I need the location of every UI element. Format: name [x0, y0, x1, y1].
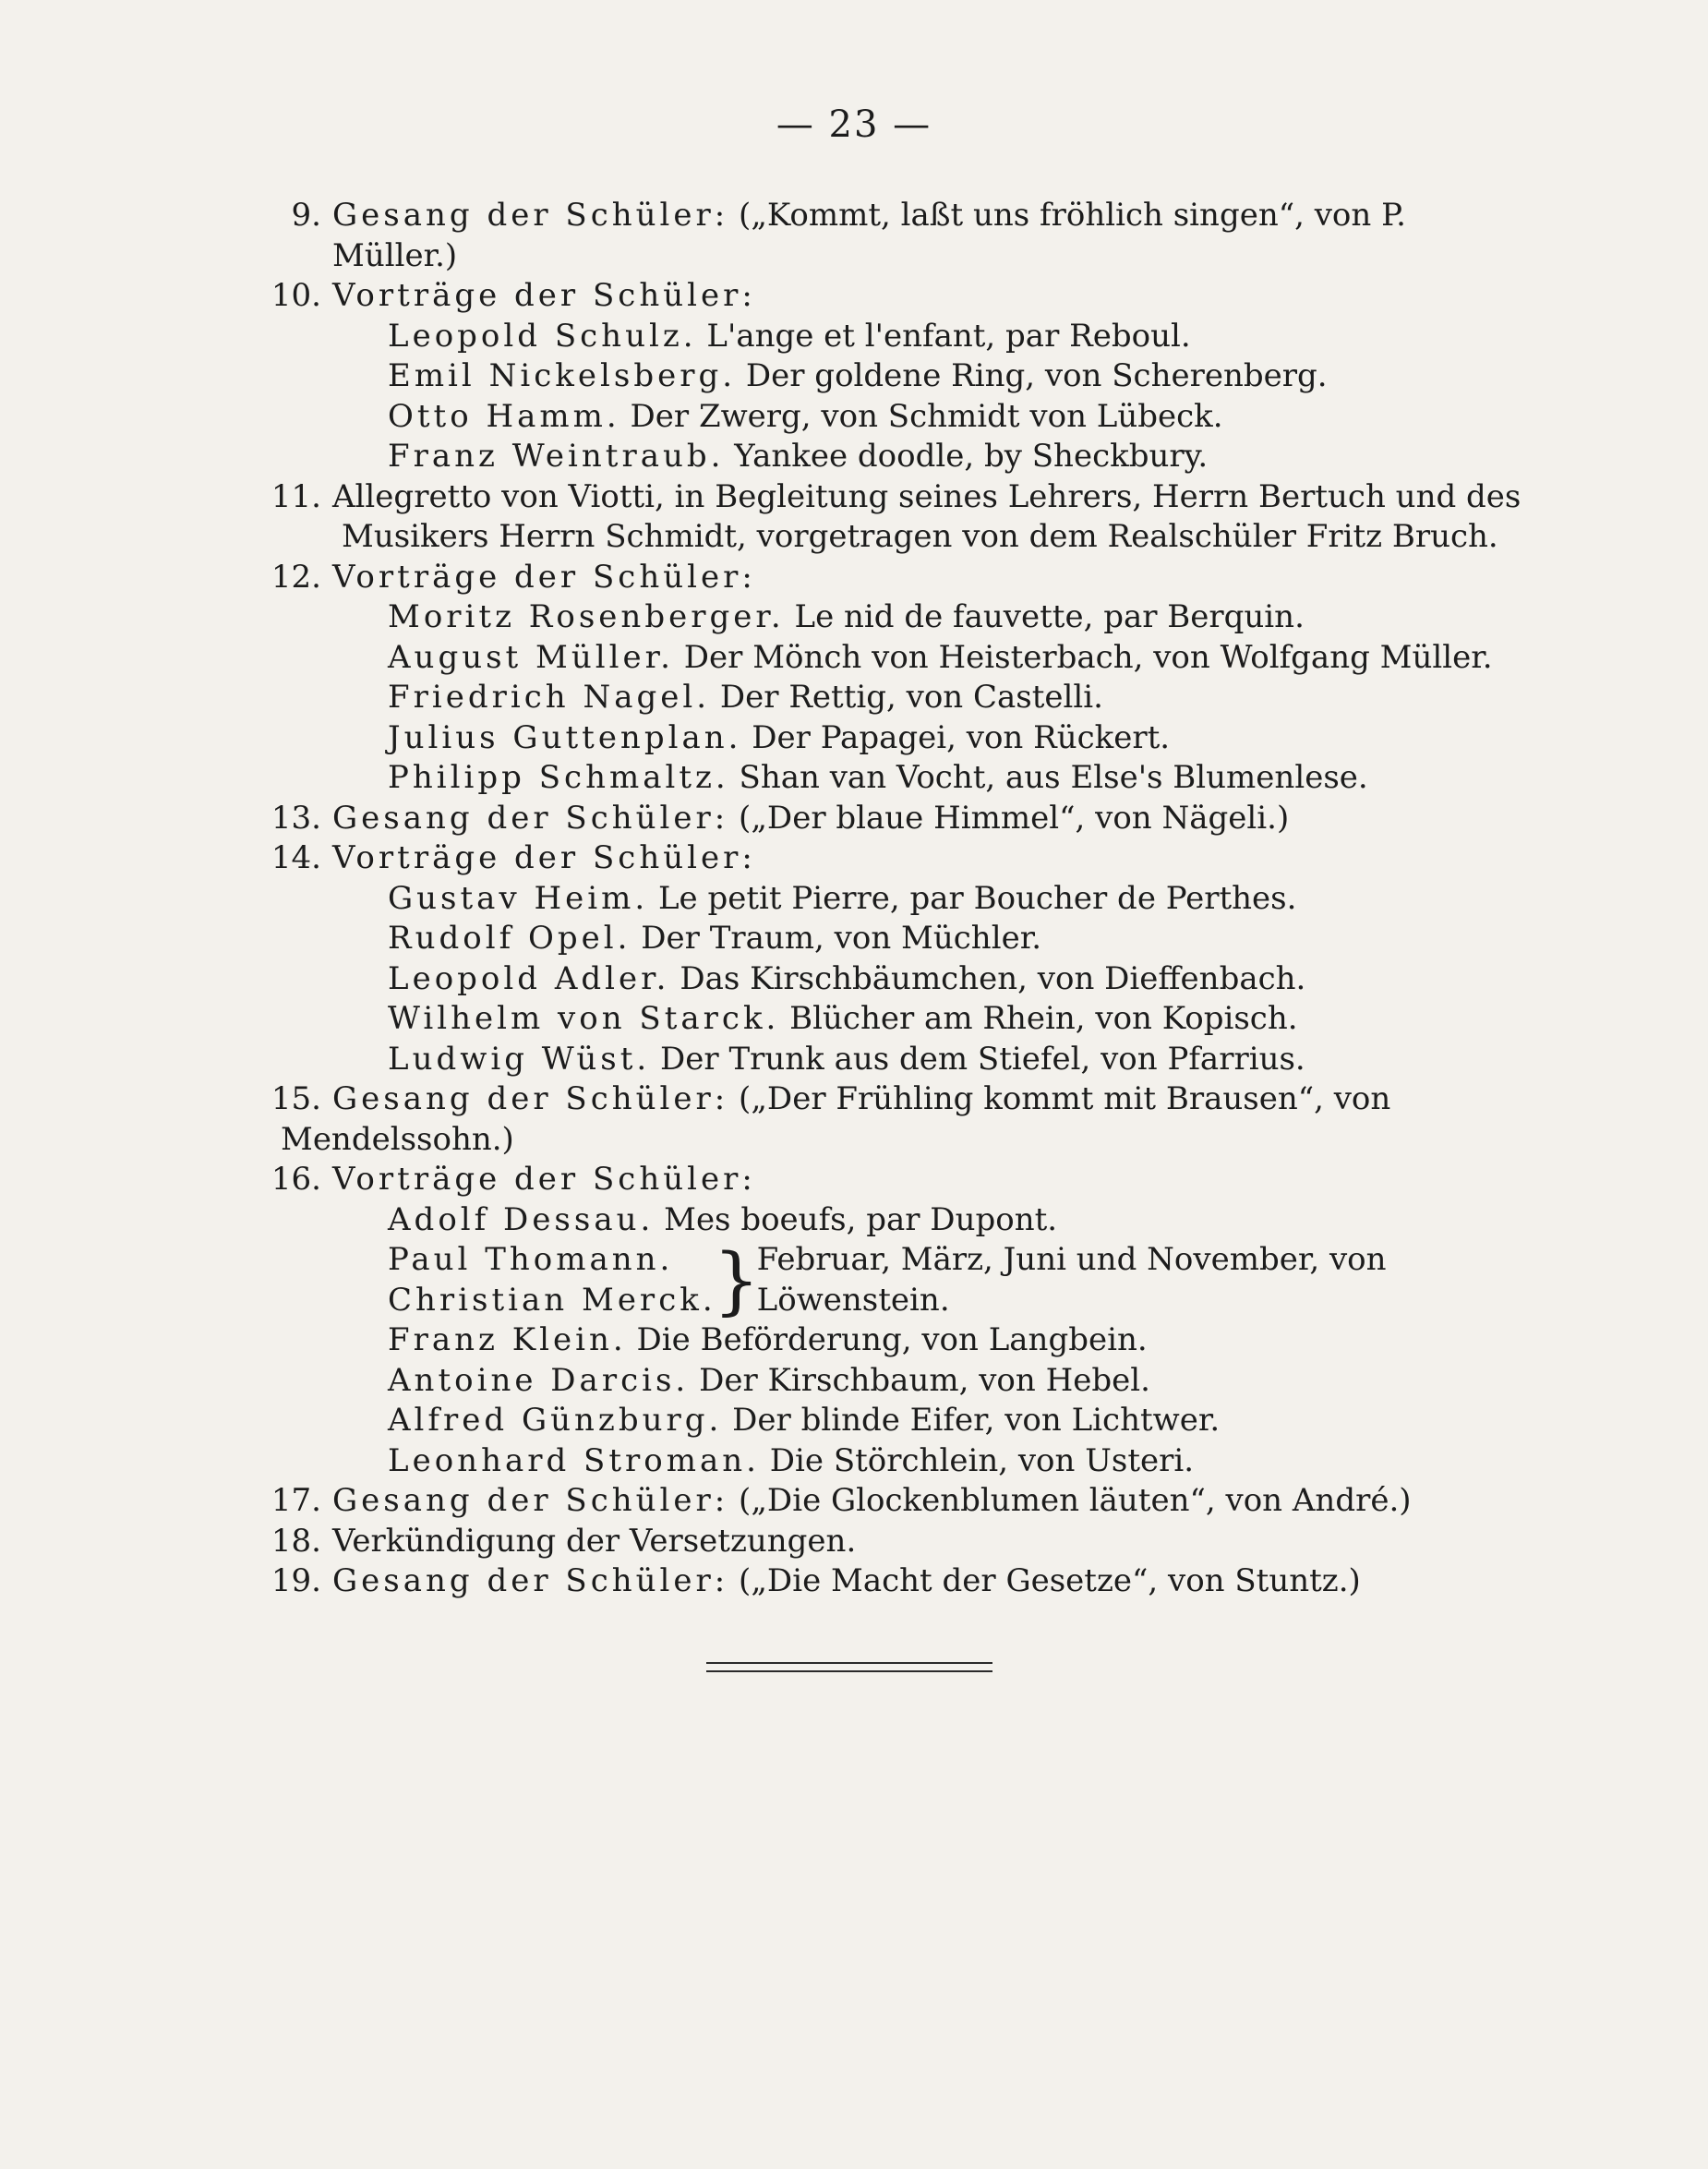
programme-item — [249, 1160, 1533, 1200]
performer-line — [249, 678, 1533, 718]
work-title: Der Trunk aus dem Stiefel, von Pfarrius. — [660, 1040, 1305, 1078]
double-rule-top — [706, 1662, 992, 1664]
item-text — [332, 1481, 1533, 1522]
performer-line — [249, 1401, 1533, 1441]
performer-line — [249, 919, 1533, 959]
performer-line — [249, 437, 1533, 477]
work-title: Der Traum, von Müchler. — [641, 920, 1042, 957]
performer-line — [249, 879, 1533, 920]
item-number: 13. — [271, 799, 321, 837]
performer-name: Emil Nickelsberg. — [388, 357, 737, 394]
page-number: — 23 — — [776, 103, 932, 146]
work-title: Der goldene Ring, von Scherenberg. — [745, 357, 1328, 394]
performer-name: Leopold Schulz. — [388, 317, 697, 355]
performer-line — [249, 1361, 1533, 1402]
item-description: Verkündigung der Versetzungen. — [332, 1522, 857, 1560]
work-title: Der Rettig, von Castelli. — [719, 679, 1103, 716]
performer-name: Adolf Dessau. — [388, 1200, 655, 1238]
performer-line — [249, 758, 1533, 799]
programme-item — [249, 1522, 1533, 1562]
item-number: 9. — [291, 197, 321, 234]
programme-item — [249, 1079, 1533, 1120]
item-text — [332, 1160, 1533, 1200]
performer-name: Philipp Schmaltz. — [388, 759, 729, 796]
item-text — [332, 276, 1533, 317]
item-heading: Vorträge der Schüler: — [332, 1161, 756, 1198]
performer-line — [249, 1200, 1533, 1241]
item-heading: Vorträge der Schüler: — [332, 277, 756, 314]
item-heading: Gesang der Schüler: — [332, 1562, 729, 1599]
performer-line — [249, 1320, 1533, 1361]
work-title: Der blinde Eifer, von Lichtwer. — [732, 1402, 1221, 1439]
programme-item — [249, 276, 1533, 317]
item-continuation: Mendelssohn.) — [281, 1120, 514, 1158]
programme-item — [249, 1561, 1533, 1602]
item-continuation: Musikers Herrn Schmidt, vorgetragen von dem Realschüler Fritz Bruch. — [342, 518, 1498, 555]
item-heading: Vorträge der Schüler: — [332, 558, 756, 596]
performer-name: Julius Guttenplan. — [388, 718, 742, 756]
item-number: 18. — [271, 1522, 321, 1560]
performer-name: Friedrich Nagel. — [388, 679, 711, 716]
double-rule-bottom — [706, 1670, 992, 1672]
item-text — [332, 838, 1533, 879]
item-number: 14. — [271, 839, 321, 876]
work-title: Le nid de fauvette, par Berquin. — [794, 598, 1305, 635]
item-heading: Gesang der Schüler: — [332, 1482, 729, 1519]
programme-list — [249, 196, 1533, 1602]
performer-line — [249, 1441, 1533, 1482]
performer-line — [249, 999, 1533, 1040]
performer-name: Leopold Adler. — [388, 959, 670, 997]
item-text — [332, 196, 1533, 276]
braced-work — [757, 1240, 1387, 1320]
performer-name: Franz Klein. — [388, 1321, 627, 1358]
programme-item — [249, 196, 1533, 276]
work-title: Die Beförderung, von Langbein. — [636, 1321, 1148, 1358]
work-title: Mes boeufs, par Dupont. — [664, 1200, 1058, 1238]
item-heading: Gesang der Schüler: — [332, 1080, 729, 1117]
programme-item — [249, 558, 1533, 598]
work-title: Februar, März, Juni und November, von — [756, 1241, 1387, 1278]
item-heading: Vorträge der Schüler: — [332, 839, 756, 876]
item-number: 12. — [271, 558, 321, 596]
item-heading: Gesang der Schüler: — [332, 799, 729, 837]
performer-name: Christian Merck. — [388, 1281, 716, 1319]
performer-line — [249, 1040, 1533, 1080]
work-title: Der Mönch von Heisterbach, von Wolfgang Müller. — [683, 638, 1493, 676]
performer-name: Leonhard Stroman. — [388, 1441, 760, 1479]
performer-name: Wilhelm von Starck. — [388, 1000, 780, 1037]
item-text — [332, 1079, 1533, 1120]
item-number: 15. — [271, 1080, 321, 1117]
item-number: 10. — [271, 277, 321, 314]
performer-line — [249, 718, 1533, 759]
work-title: Der Kirschbaum, von Hebel. — [699, 1361, 1150, 1399]
performer-name: Antoine Darcis. — [388, 1361, 690, 1399]
work-title: Der Zwerg, von Schmidt von Lübeck. — [630, 397, 1223, 435]
work-title: Yankee doodle, by Sheckbury. — [734, 438, 1209, 475]
performer-name: Moritz Rosenberger. — [388, 598, 785, 635]
performer-name: August Müller. — [388, 638, 674, 676]
performer-name: Ludwig Wüst. — [388, 1040, 651, 1078]
work-title: Blücher am Rhein, von Kopisch. — [789, 1000, 1298, 1037]
performer-line — [249, 638, 1533, 679]
work-title: Der Papagei, von Rückert. — [752, 718, 1171, 756]
performer-line — [249, 356, 1533, 397]
performer-name: Otto Hamm. — [388, 397, 620, 435]
performer-name: Gustav Heim. — [388, 879, 649, 917]
programme-item — [249, 1481, 1533, 1522]
brace-symbol: } — [713, 1236, 761, 1323]
performer-line — [249, 597, 1533, 638]
programme-item — [249, 799, 1533, 839]
performer-name: Alfred Günzburg. — [388, 1402, 723, 1439]
item-description: („Die Glockenblumen läuten“, von André.) — [728, 1482, 1412, 1519]
item-number: 16. — [271, 1161, 321, 1198]
work-title: L'ange et l'enfant, par Reboul. — [706, 317, 1191, 355]
item-text — [332, 1561, 1533, 1602]
performer-line — [249, 397, 1533, 438]
item-heading: Gesang der Schüler: — [332, 197, 729, 234]
item-number: 17. — [271, 1482, 321, 1519]
item-number: 19. — [271, 1562, 321, 1599]
performer-name: Paul Thomann. — [388, 1241, 674, 1278]
performer-line — [249, 317, 1533, 357]
item-text — [332, 558, 1533, 598]
item-description: („Die Macht der Gesetze“, von Stuntz.) — [728, 1562, 1361, 1599]
item-description: Allegretto von Viotti, in Begleitung seines Lehrers, Herrn Bertuch und des — [332, 477, 1522, 515]
item-text — [332, 477, 1533, 518]
performer-name: Rudolf Opel. — [388, 920, 631, 957]
item-description: („Kommt, laßt uns fröhlich singen“, von P. Müller.) — [332, 197, 1406, 274]
work-title: Das Kirschbäumchen, von Dieffenbach. — [680, 959, 1306, 997]
item-description: („Der Frühling kommt mit Brausen“, von — [728, 1080, 1391, 1117]
item-text — [332, 799, 1533, 839]
item-number: 11. — [271, 477, 321, 515]
item-text — [332, 1522, 1533, 1562]
braced-names — [388, 1240, 716, 1320]
performer-line — [249, 959, 1533, 1000]
braced-performers — [249, 1236, 1533, 1323]
programme-item — [249, 477, 1533, 518]
performer-name: Franz Weintraub. — [388, 438, 725, 475]
work-title: Löwenstein. — [756, 1281, 950, 1319]
programme-item — [249, 838, 1533, 879]
work-title: Le petit Pierre, par Boucher de Perthes. — [657, 879, 1297, 917]
work-title: Shan van Vocht, aus Else's Blumenlese. — [739, 759, 1368, 796]
item-description: („Der blaue Himmel“, von Nägeli.) — [728, 799, 1290, 837]
work-title: Die Störchlein, von Usteri. — [769, 1441, 1195, 1479]
